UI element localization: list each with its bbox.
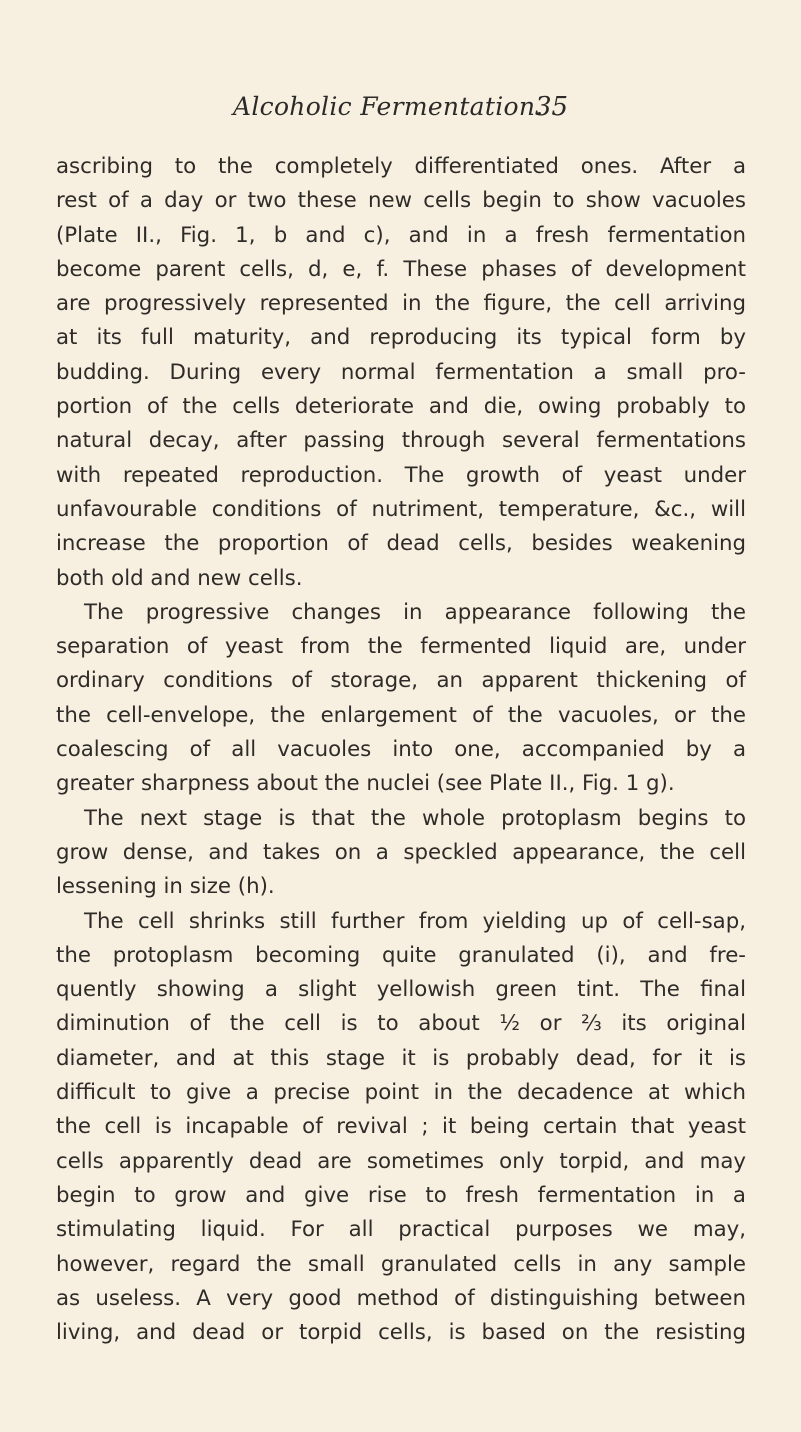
text-line: ascribing to the completely differentiated ones. After a	[56, 154, 746, 179]
text-line: stimulating liquid. For all practical purposes we may,	[56, 1217, 746, 1243]
page-number: 35	[535, 92, 569, 122]
text-line: cells apparently dead are sometimes only torpid, and may	[56, 1148, 746, 1174]
text-line: difficult to give a precise point in the decadence at which	[56, 1080, 746, 1106]
body-text	[56, 150, 746, 1350]
text-line: begin to grow and give rise to fresh fermentation in a	[56, 1182, 746, 1208]
text-line: diminution of the cell is to about ½ or ⅔ its original	[56, 1011, 746, 1037]
text-line: The next stage is that the whole protoplasm begins to	[84, 805, 746, 831]
text-line: lessening in size (h).	[56, 874, 275, 900]
text-line: grow dense, and takes on a speckled appearance, the cell	[56, 839, 746, 865]
text-line: as useless. A very good method of distinguishing between	[56, 1285, 746, 1311]
text-line: The cell shrinks still further from yielding up of cell-sap,	[84, 908, 746, 934]
text-line: increase the proportion of dead cells, besides weakening	[56, 531, 746, 557]
text-line: at its full maturity, and reproducing its typical form by	[56, 325, 746, 351]
text-line: diameter, and at this stage it is probably dead, for it is	[56, 1045, 746, 1071]
text-line: The progressive changes in appearance following the	[84, 599, 746, 625]
text-line: rest of a day or two these new cells begin to show vacuoles	[56, 188, 746, 214]
text-line: greater sharpness about the nuclei (see Plate II., Fig. 1 g).	[56, 771, 675, 797]
text-line: ordinary conditions of storage, an apparent thickening of	[56, 668, 746, 694]
text-line: become parent cells, d, e, f. These phases of development	[56, 256, 746, 282]
text-line: (Plate II., Fig. 1, b and c), and in a fresh fermentation	[56, 222, 746, 248]
text-line: both old and new cells.	[56, 565, 303, 591]
text-line: the cell is incapable of revival ; it being certain that yeast	[56, 1114, 746, 1140]
running-title: Alcoholic Fermentation.	[233, 92, 544, 121]
text-line: natural decay, after passing through several fermentations	[56, 428, 746, 454]
text-line: separation of yeast from the fermented liquid are, under	[56, 634, 746, 660]
text-line: quently showing a slight yellowish green tint. The final	[56, 977, 746, 1003]
text-line: living, and dead or torpid cells, is based on the resisting	[56, 1320, 746, 1346]
text-line: the protoplasm becoming quite granulated (i), and fre-	[56, 942, 746, 968]
text-line: however, regard the small granulated cells in any sample	[56, 1251, 746, 1277]
text-line: with repeated reproduction. The growth of yeast under	[56, 462, 746, 488]
text-line: are progressively represented in the figure, the cell arriving	[56, 291, 746, 317]
text-line: budding. During every normal fermentation a small pro-	[56, 359, 746, 385]
running-head	[0, 92, 801, 132]
text-line: coalescing of all vacuoles into one, accompanied by a	[56, 737, 746, 763]
text-line: unfavourable conditions of nutriment, temperature, &c., will	[56, 496, 746, 522]
text-line: portion of the cells deteriorate and die, owing probably to	[56, 394, 746, 420]
text-line: the cell-envelope, the enlargement of the vacuoles, or the	[56, 702, 746, 728]
